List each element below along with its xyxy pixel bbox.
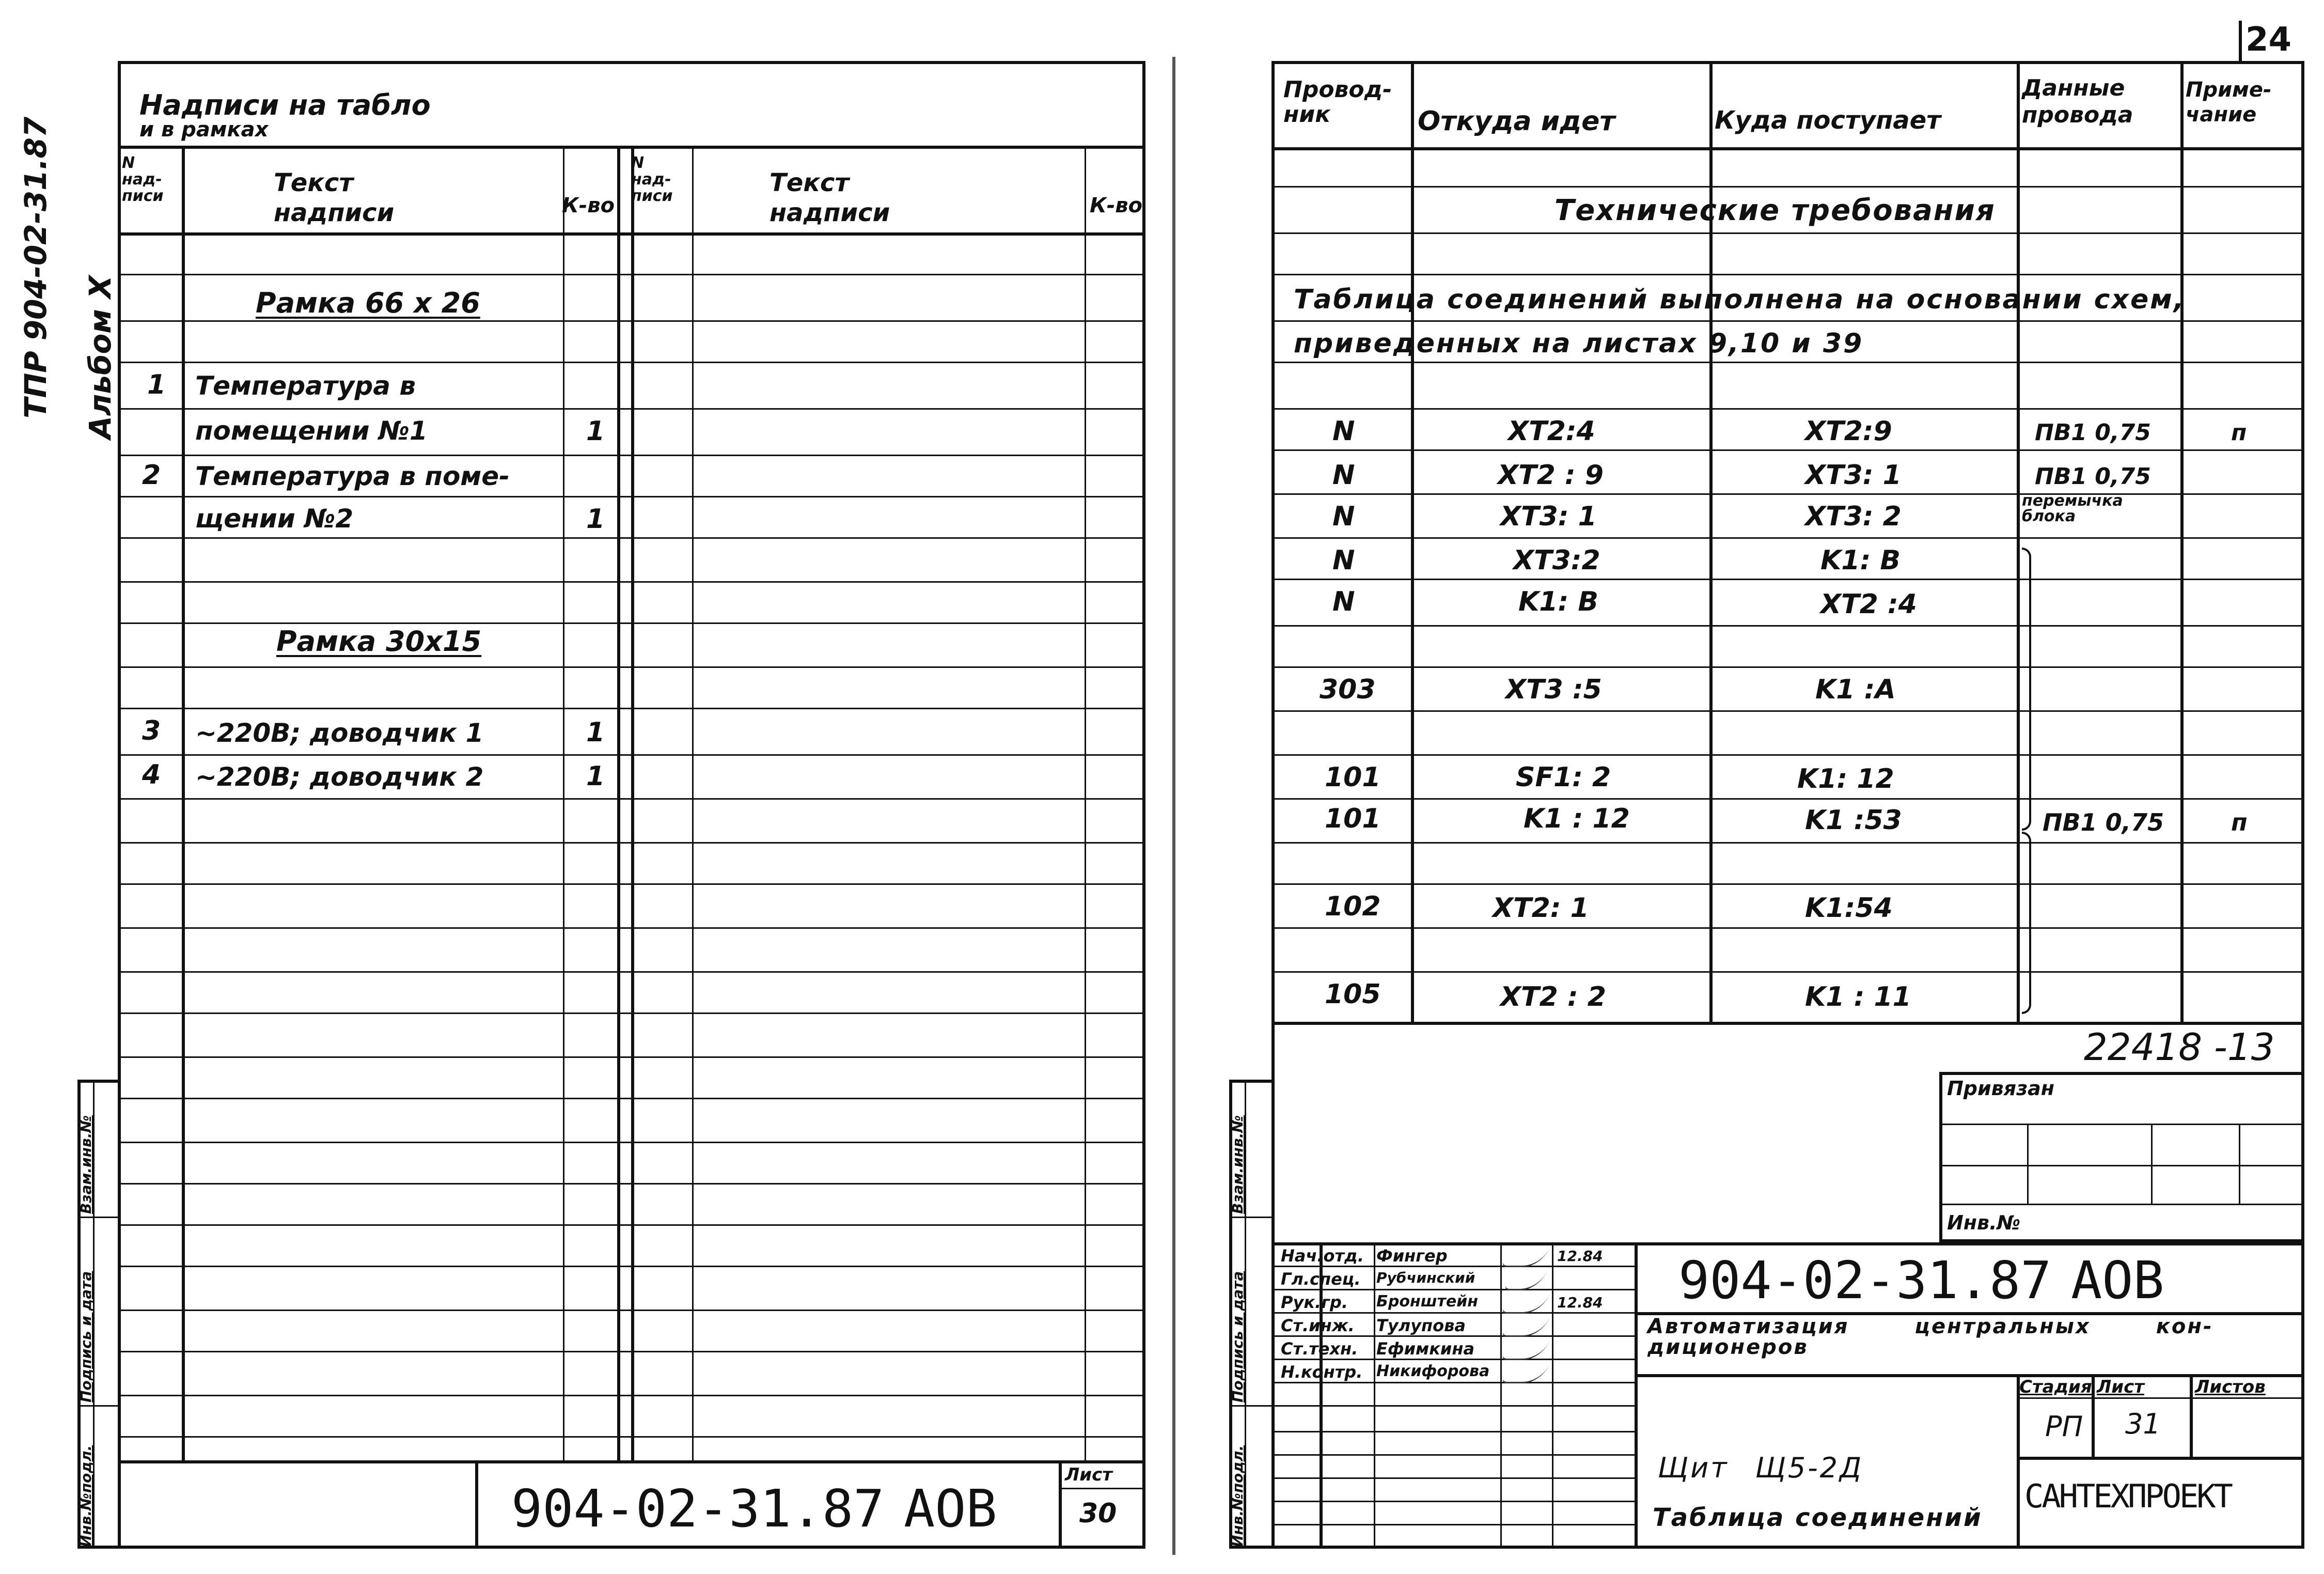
staff-name: Бронштейн	[1376, 1292, 1479, 1311]
staff-name: Рубчинский	[1376, 1269, 1475, 1286]
staff-date: 12.84	[1557, 1248, 1603, 1265]
left-row-n: 1	[147, 369, 166, 400]
staff-name: Тулупова	[1376, 1316, 1466, 1335]
left-row-text: помещении №1	[195, 416, 428, 446]
staff-role: Ст.инж.	[1281, 1316, 1355, 1335]
left-stamp-inv: Инв.№подл.	[77, 1445, 95, 1547]
from-cell: XT2: 1	[1493, 893, 1589, 924]
to-cell: K1: B	[1820, 545, 1901, 576]
to-cell: XT2 :4	[1820, 589, 1917, 620]
wire-cell: N	[1332, 501, 1355, 532]
from-cell: K1: B	[1518, 586, 1599, 617]
left-row-n: 3	[142, 715, 161, 746]
staff-name: Фингер	[1376, 1246, 1448, 1266]
to-cell: K1 : 11	[1805, 981, 1911, 1012]
wire-cell: N	[1332, 416, 1355, 447]
wire-cell: N	[1332, 545, 1355, 576]
left-heading-line2: и в рамках	[139, 118, 269, 142]
wire-cell: N	[1332, 586, 1355, 617]
wire-cell: 102	[1325, 891, 1381, 922]
left-footer-section: АОВ	[904, 1478, 997, 1539]
left-col-qty-header: К-во	[562, 194, 615, 217]
from-cell: XT3: 1	[1500, 501, 1597, 532]
doc-code: 904-02-31.87	[1678, 1250, 2052, 1311]
left-frame2-caption: Рамка 30х15	[276, 625, 482, 658]
staff-date: 12.84	[1557, 1294, 1603, 1311]
order-number: 22418 -13	[2084, 1025, 2275, 1069]
right-col-to-header: Куда поступает	[1715, 106, 1941, 135]
left-heading-line1: Надписи на табло	[139, 89, 431, 121]
left-row-n: 4	[142, 759, 161, 790]
data-cell: перемычка блока	[2022, 492, 2123, 525]
from-cell: XT3:2	[1513, 545, 1600, 576]
left-col-qty2-header: К-во	[1090, 194, 1143, 217]
right-col-from-header: Откуда идет	[1418, 106, 1615, 137]
right-stamp-inv: Инв.№подл.	[1229, 1445, 1246, 1547]
left-footer-code: 904-02-31.87	[511, 1478, 885, 1539]
to-cell: K1:54	[1805, 893, 1893, 924]
left-row-n: 2	[142, 460, 161, 491]
panel-name: Щит Щ5-2Д	[1658, 1452, 1864, 1484]
group-brace-upper	[2022, 548, 2031, 831]
to-cell: XT3: 1	[1805, 460, 1902, 491]
left-col-text2-header: Текст надписи	[770, 168, 890, 227]
left-stamp-sign: Подпись и дата	[77, 1271, 95, 1402]
to-cell: K1 :53	[1805, 805, 1902, 836]
corner-sheet-number: 24	[2246, 21, 2292, 59]
left-col-text-header: Текст надписи	[274, 168, 395, 227]
left-side-code: ТПР 904-02-31.87	[18, 116, 53, 418]
staff-role: Нач.отд.	[1281, 1246, 1364, 1266]
staff-role: Н.контр.	[1281, 1362, 1363, 1382]
from-cell: XT2:4	[1508, 416, 1595, 447]
left-row-qty: 1	[586, 504, 605, 535]
data-cell: ПВ1 0,75	[2035, 419, 2151, 446]
left-sheet-number: 30	[1079, 1498, 1117, 1529]
right-col-note-header: Приме- чание	[2186, 78, 2272, 127]
wire-cell: N	[1332, 460, 1355, 491]
project-title: Автоматизация центральных кон- диционеров	[1647, 1315, 2213, 1359]
left-row-text: Температура в	[195, 371, 416, 401]
tech-req-line1: Таблица соединений выполнена на основании схем,	[1294, 284, 2186, 315]
wire-cell: 303	[1320, 674, 1376, 705]
group-brace-lower	[2022, 832, 2031, 1014]
left-row-text: щении №2	[195, 504, 354, 534]
note-cell: п	[2231, 419, 2247, 446]
wire-cell: 101	[1325, 762, 1381, 793]
right-stamp-sign: Подпись и дата	[1229, 1271, 1246, 1402]
note-cell: п	[2231, 808, 2248, 836]
right-col-wire-header: Провод- ник	[1283, 76, 1392, 128]
left-row-text: Температура в поме-	[195, 461, 510, 491]
organization: САНТЕХПРОЕКТ	[2024, 1477, 2231, 1515]
left-row-text: ~220В; доводчик 1	[195, 718, 484, 748]
stage-label: Стадия	[2019, 1377, 2092, 1397]
left-col-n2-header: N над- писи	[631, 154, 673, 205]
from-cell: XT2 : 9	[1498, 460, 1604, 491]
doc-section: АОВ	[2071, 1250, 2164, 1311]
staff-role: Ст.техн.	[1281, 1339, 1358, 1359]
sheets-label: Листов	[2195, 1377, 2266, 1397]
from-cell: XT3 :5	[1505, 674, 1602, 705]
tech-req-line2: приведенных на листах 9,10 и 39	[1294, 328, 1864, 359]
sheet-number: 31	[2125, 1408, 2161, 1440]
from-cell: XT2 : 2	[1500, 981, 1606, 1012]
drawing-title: Таблица соединений	[1653, 1503, 1983, 1532]
to-cell: K1: 12	[1797, 763, 1894, 794]
stage-value: РП	[2045, 1410, 2083, 1443]
staff-name: Ефимкина	[1376, 1339, 1475, 1359]
data-cell: ПВ1 0,75	[2043, 808, 2164, 836]
bound-label: Привязан	[1947, 1077, 2055, 1100]
staff-name: Никифорова	[1376, 1362, 1490, 1380]
tech-req-title: Технические требования	[1554, 194, 1996, 227]
wire-cell: 105	[1325, 979, 1381, 1010]
left-album-label: Альбом X	[83, 275, 118, 439]
wire-cell: 101	[1325, 803, 1381, 834]
data-cell: ПВ1 0,75	[2035, 463, 2151, 490]
to-cell: XT2:9	[1805, 416, 1892, 447]
left-row-text: ~220В; доводчик 2	[195, 762, 484, 792]
staff-role: Рук.гр.	[1281, 1292, 1348, 1312]
left-stamp-replace: Взам.инв.№	[77, 1115, 95, 1214]
inv-label: Инв.№	[1947, 1211, 2021, 1234]
from-cell: SF1: 2	[1516, 762, 1611, 793]
left-row-qty: 1	[586, 416, 605, 447]
left-sheet-label: Лист	[1065, 1464, 1112, 1485]
left-row-qty: 1	[586, 717, 605, 748]
staff-role: Гл.спец.	[1281, 1269, 1361, 1289]
right-stamp-replace: Взам.инв.№	[1229, 1115, 1246, 1214]
from-cell: K1 : 12	[1524, 803, 1630, 834]
left-frame1-caption: Рамка 66 х 26	[256, 287, 480, 319]
to-cell: XT3: 2	[1805, 501, 1902, 532]
right-col-data-header: Данные провода	[2022, 75, 2133, 128]
to-cell: K1 :A	[1815, 674, 1896, 705]
sheet-label: Лист	[2097, 1377, 2144, 1397]
left-col-n-header: N над- писи	[122, 154, 164, 205]
left-row-qty: 1	[586, 761, 605, 792]
